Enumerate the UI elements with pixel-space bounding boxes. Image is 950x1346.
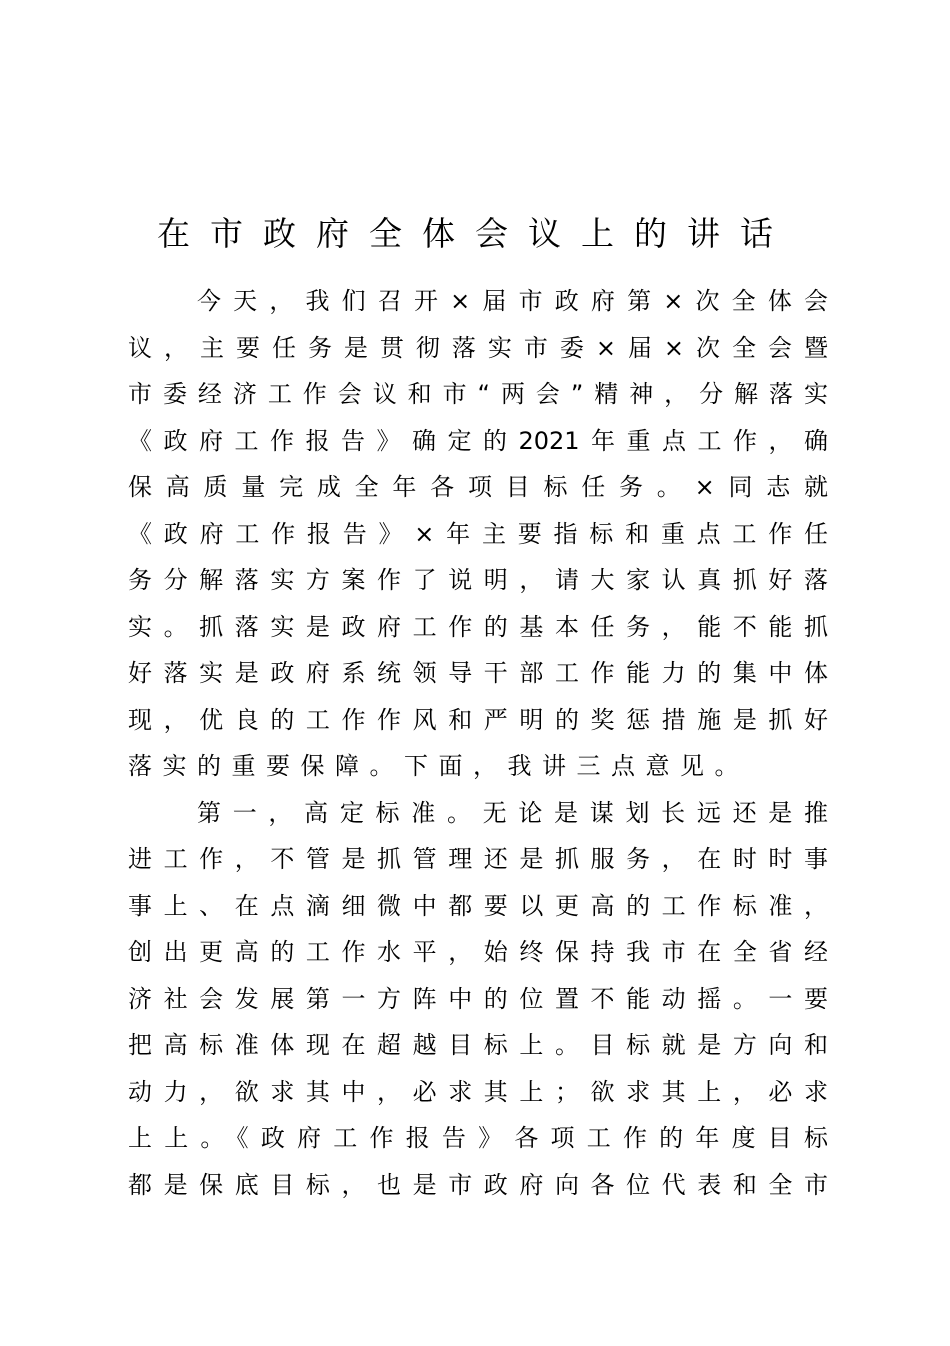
paragraph-line: 第一，高定标准。无论是谋划长远还是推 xyxy=(197,798,828,827)
paragraph-line: 好落实是政府系统领导干部工作能力的集中体 xyxy=(128,659,828,687)
paragraph-line: 进工作，不管是抓管理还是抓服务，在时时事 xyxy=(128,845,828,873)
paragraph-line: 创出更高的工作水平，始终保持我市在全省经 xyxy=(128,938,828,966)
paragraph-line: 动力，欲求其中，必求其上；欲求其上，必求 xyxy=(128,1077,828,1106)
paragraph-line: 务分解落实方案作了说明，请大家认真抓好落 xyxy=(128,566,828,594)
paragraph-line: 《政府工作报告》确定的2021年重点工作，确 xyxy=(128,426,828,455)
paragraph-line: 上上。《政府工作报告》各项工作的年度目标 xyxy=(128,1124,828,1152)
paragraph-line: 《政府工作报告》×年主要指标和重点工作任 xyxy=(128,519,828,548)
document-title: 在市政府全体会议上的讲话 xyxy=(157,214,793,253)
paragraph-line: 事上、在点滴细微中都要以更高的工作标准， xyxy=(128,891,828,920)
paragraph-line: 今天，我们召开×届市政府第×次全体会 xyxy=(197,287,828,315)
paragraph-line: 现，优良的工作作风和严明的奖惩措施是抓好 xyxy=(128,705,828,734)
paragraph-line: 议，主要任务是贯彻落实市委×届×次全会暨 xyxy=(128,333,828,362)
paragraph-line: 把高标准体现在超越目标上。目标就是方向和 xyxy=(128,1031,828,1059)
paragraph-line: 市委经济工作会议和市“两会”精神，分解落实 xyxy=(128,380,828,408)
paragraph-line: 保高质量完成全年各项目标任务。×同志就 xyxy=(128,473,828,501)
paragraph-line: 落实的重要保障。下面，我讲三点意见。 xyxy=(128,752,749,780)
paragraph-line: 实。抓落实是政府工作的基本任务，能不能抓 xyxy=(128,612,828,641)
paragraph-line: 都是保底目标，也是市政府向各位代表和全市 xyxy=(128,1170,828,1199)
paragraph-line: 济社会发展第一方阵中的位置不能动摇。一要 xyxy=(128,984,828,1013)
document-body xyxy=(128,278,828,1208)
